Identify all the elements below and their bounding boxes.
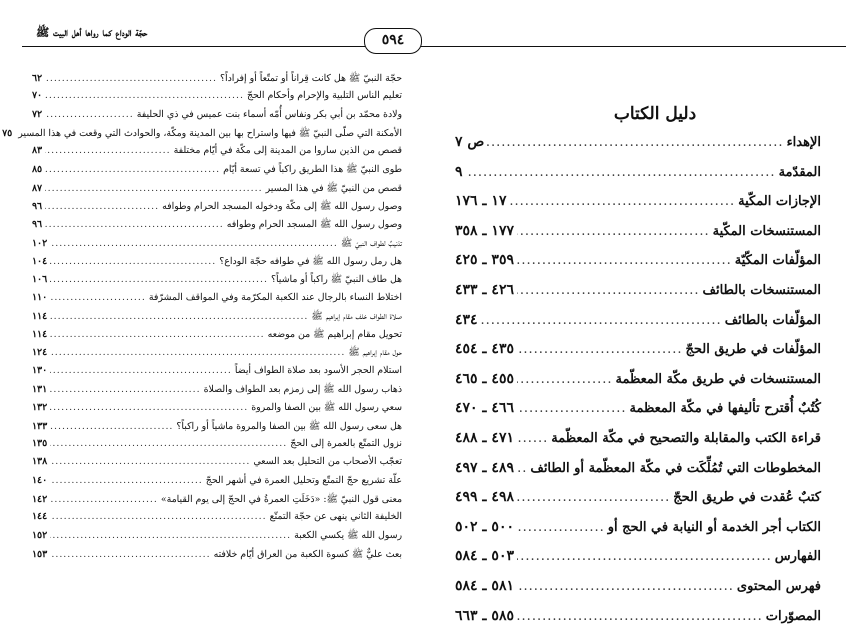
- dot-leader: [50, 402, 248, 413]
- entry-title: هل طاف النبيّ ﷺ راكباً أو ماشياً؟: [270, 274, 402, 286]
- guide-row: [455, 164, 821, 194]
- contents-row: [32, 310, 402, 328]
- entry-title: علّة تشريع حجّ التمتّع وتحليل العمرة في أشهر الحجّ: [205, 474, 402, 486]
- entry-title: وصول رسول الله ﷺ المسجد الحرام وطوافه: [226, 219, 402, 231]
- contents-row: [32, 511, 402, 529]
- contents-row: [32, 72, 402, 90]
- entry-page: ٦٢: [32, 73, 43, 84]
- entry-title: اختلاط النساء بالرجال عند الكعبة المكرّمة وفي المواقف المشرّفة: [148, 291, 402, 303]
- entry-page: ٤٧١ ـ ٤٨٨: [455, 429, 514, 446]
- dot-leader: [517, 431, 548, 446]
- contents-row: [32, 182, 402, 200]
- entry-title: قصص من الذين ساروا من المدينة إلى مكّة في أيّام مختلفة: [173, 145, 402, 157]
- dot-leader: [45, 183, 263, 194]
- entry-page: ٥٨١ ـ ٥٨٤: [455, 577, 514, 594]
- contents-row: [32, 383, 402, 401]
- entry-page: ٤٩٨ ـ ٤٩٩: [455, 489, 514, 506]
- entry-title: المستنسخات بالطائف: [702, 282, 821, 298]
- dot-leader: [45, 145, 170, 156]
- dot-leader: [50, 311, 308, 322]
- dot-leader: [45, 73, 217, 84]
- dot-leader: [50, 475, 203, 486]
- page-number: ٥٩٤: [364, 28, 422, 54]
- entry-title: طوى النبيّ ﷺ هذا الطريق راكباً في تسعة أيّام: [223, 164, 402, 176]
- contents-row: [2, 127, 402, 145]
- entry-title: المستنسخات المكّية: [712, 223, 821, 239]
- dot-leader: [50, 384, 201, 395]
- dot-leader: [481, 313, 722, 328]
- entry-title: المستنسخات في طريق مكّة المعظّمة: [615, 371, 821, 387]
- entry-title: كتبٌ عُقدت في طريق الحجّ: [673, 490, 821, 506]
- entry-title: الفهارس: [774, 549, 821, 565]
- guide-title: دليل الكتاب: [613, 104, 697, 124]
- dot-leader: [509, 194, 735, 209]
- guide-row: [455, 460, 821, 490]
- entry-page: ٩٦: [32, 219, 43, 231]
- guide-row: [455, 430, 821, 460]
- guide-row: [455, 252, 821, 282]
- contents-row: [32, 346, 402, 364]
- running-title: حجّة الوداع كما رواها أهل البيت ﷺ: [32, 26, 151, 42]
- guide-list: [455, 100, 821, 637]
- guide-row: [455, 608, 821, 638]
- guide-row: [455, 282, 821, 312]
- dot-leader: [45, 219, 224, 230]
- entry-title: تذنيبٌ لطواف النبيّ ﷺ: [340, 237, 402, 249]
- entry-page: ٤٨٩ ـ ٤٩٧: [455, 459, 514, 476]
- entry-page: ٤٣٥ ـ ٤٥٤: [455, 341, 514, 358]
- entry-page: ١٧٧ ـ ٣٥٨: [455, 222, 514, 239]
- guide-row: [455, 548, 821, 578]
- dot-leader: [466, 165, 776, 180]
- entry-page: ص ٧: [455, 134, 485, 150]
- entry-page: ١٤٢: [32, 493, 48, 505]
- entry-title: تعليم الناس التلبية والإحرام وأحكام الحجّ: [246, 90, 402, 102]
- dot-leader: [487, 135, 783, 150]
- dot-leader: [50, 329, 264, 340]
- entry-title: المخطوطات التي تُمُلِّكَت في مكّة المعظّمة أو الطائف: [530, 460, 821, 476]
- entry-page: ١٠٢: [32, 237, 48, 249]
- entry-page: ١٤٤: [32, 511, 48, 523]
- contents-list: [2, 72, 402, 566]
- entry-title: ذهاب رسول الله ﷺ إلى زمزم بعد الطواف والصلاة: [203, 384, 402, 396]
- entry-page: ٩: [455, 163, 463, 180]
- entry-page: ٣٥٩ ـ ٤٢٥: [455, 252, 514, 269]
- page-header: [22, 22, 846, 52]
- entry-title: قصص من النبيّ ﷺ في هذا المسير: [265, 182, 402, 194]
- entry-title: المقدّمة: [778, 164, 821, 180]
- guide-row: [455, 312, 821, 342]
- contents-row: [32, 109, 402, 127]
- entry-page: ٩٦: [32, 201, 43, 213]
- contents-row: [32, 401, 402, 419]
- entry-title: الخليفة الثاني ينهى عن حجّة التمتّع: [269, 511, 402, 523]
- entry-title: سعي رسول الله ﷺ بين الصفا والمروة: [251, 402, 402, 414]
- entry-page: ١٥٣: [32, 548, 48, 560]
- dot-leader: [517, 520, 605, 535]
- entry-page: ١٥٢: [32, 530, 48, 542]
- contents-row: [32, 200, 402, 218]
- entry-title: تعجّب الأصحاب من التحليل بعد السعي: [253, 456, 402, 468]
- dot-leader: [50, 421, 173, 432]
- entry-page: ٤٥٥ ـ ٤٦٥: [455, 370, 514, 387]
- entry-page: ١٣٣: [32, 420, 48, 432]
- dot-leader: [50, 549, 210, 560]
- entry-page: ٥٠٠ ـ ٥٠٢: [455, 518, 514, 535]
- guide-row: [455, 134, 821, 164]
- entry-title: نزول التمتّع بالعمرة إلى الحجّ: [290, 437, 402, 449]
- entry-title: المؤلّفات في طريق الحجّ: [685, 342, 821, 358]
- entry-title: استلام الحجر الأسود بعد صلاة الطواف أيضاً: [234, 364, 402, 376]
- contents-row: [32, 529, 402, 547]
- contents-row: [32, 163, 402, 181]
- dot-leader: [517, 461, 527, 476]
- dot-leader: [50, 511, 267, 522]
- entry-title: معنى قول النبيّ ﷺ: «دَخَلَتِ العمرةُ في الحجّ إلى يوم القيامة»: [160, 493, 402, 505]
- entry-page: ١٢٤: [32, 347, 48, 359]
- dot-leader: [517, 549, 772, 564]
- entry-page: ١٣٨: [32, 456, 48, 468]
- entry-title: الإهداء: [786, 135, 821, 150]
- entry-title: هل سعى رسول الله ﷺ بين الصفا والمروة ماشياً أو راكباً؟: [176, 420, 402, 432]
- entry-page: ٧٥: [2, 127, 13, 139]
- dot-leader: [517, 253, 732, 268]
- dot-leader: [50, 438, 287, 449]
- guide-row: [455, 578, 821, 608]
- entry-title: صلاة الطواف خلف مقام إبراهيم ﷺ: [311, 310, 402, 322]
- entry-title: الكتاب أجر الخدمة أو النيابة في الحج أو: [607, 519, 821, 535]
- dot-leader: [50, 256, 216, 267]
- guide-row: [455, 519, 821, 549]
- dot-leader: [45, 164, 220, 175]
- dot-leader: [517, 401, 627, 416]
- entry-title: المؤلّفات المكّيّة: [734, 253, 821, 269]
- contents-row: [32, 237, 402, 255]
- guide-row: [455, 489, 821, 519]
- dot-leader: [517, 490, 670, 505]
- guide-row: [455, 400, 821, 430]
- guide-row: [455, 223, 821, 253]
- contents-row: [32, 255, 402, 273]
- dot-leader: [50, 274, 268, 285]
- entry-page: ١٠٦: [32, 274, 48, 286]
- contents-row: [32, 420, 402, 438]
- contents-row: [32, 218, 402, 236]
- contents-row: [32, 548, 402, 566]
- dot-leader: [517, 579, 734, 594]
- dot-leader: [50, 456, 250, 467]
- guide-row: [455, 193, 821, 223]
- entry-title: المصوّرات: [765, 608, 821, 624]
- dot-leader: [45, 201, 159, 212]
- entry-page: ١١٤: [32, 329, 48, 341]
- entry-title: قراءة الكتب والمقابلة والتصحيح في مكّة المعظّمة: [551, 430, 821, 446]
- dot-leader: [50, 292, 146, 303]
- entry-page: ٨٥: [32, 164, 43, 176]
- entry-page: ٥٨٥ ـ ٦٦٣: [455, 607, 514, 624]
- dot-leader: [50, 530, 291, 541]
- entry-page: ٤٦٦ ـ ٤٧٠: [455, 400, 514, 417]
- contents-row: [32, 438, 402, 456]
- dot-leader: [45, 90, 244, 101]
- contents-row: [32, 292, 402, 310]
- entry-title: فهرس المحتوى: [736, 578, 821, 594]
- entry-title: ولادة محمّد بن أبي بكر ونفاس أُمّه أسماء بنت عميس في ذي الحليفة: [136, 108, 402, 120]
- entry-page: ٨٣: [32, 145, 43, 157]
- entry-page: ١٤٠: [32, 474, 48, 486]
- entry-page: ١٣٠: [32, 364, 48, 376]
- entry-page: ٧٢: [32, 108, 43, 120]
- entry-title: حجّة النبيّ ﷺ هل كانت قِراناً أو تمتّعاً أو إفراداً؟: [220, 73, 402, 84]
- contents-row: [32, 145, 402, 163]
- dot-leader: [517, 224, 710, 239]
- entry-page: ٤٣٤: [455, 311, 478, 328]
- entry-title: المؤلّفات بالطائف: [724, 312, 821, 328]
- entry-page: ١١٠: [32, 291, 48, 303]
- entry-page: ١١٤: [32, 310, 48, 322]
- dot-leader: [50, 238, 338, 249]
- contents-row: [32, 90, 402, 108]
- entry-page: ٧٠: [32, 90, 43, 102]
- dot-leader: [50, 347, 345, 358]
- entry-title: وصول رسول الله ﷺ إلى مكّة ودخوله المسجد الحرام وطوافه: [162, 201, 402, 213]
- header-rule: [22, 46, 846, 47]
- entry-page: ١٣١: [32, 384, 48, 396]
- dot-leader: [45, 109, 134, 120]
- entry-title: رسول الله ﷺ يكسي الكعبة: [294, 530, 402, 542]
- contents-row: [32, 475, 402, 493]
- entry-title: بعث عليٌّ ﷺ كسوة الكعبة من العراق أيّام خلافته: [213, 548, 402, 560]
- entry-page: ١٣٢: [32, 402, 48, 414]
- entry-title: كُتُبٌ أُقترح تأليفها في مكّة المعظمة: [629, 401, 821, 417]
- entry-title: الإجازات المكّية: [738, 194, 821, 210]
- entry-page: ١٠٤: [32, 255, 48, 267]
- contents-row: [32, 493, 402, 511]
- dot-leader: [517, 342, 683, 357]
- entry-title: هل رمل رسول الله ﷺ في طوافه حجّة الوداع؟: [219, 255, 402, 267]
- contents-row: [32, 365, 402, 383]
- guide-row: [455, 371, 821, 401]
- dot-leader: [517, 609, 763, 624]
- dot-leader: [50, 365, 232, 376]
- entry-page: ٥٠٣ ـ ٥٨٤: [455, 548, 514, 565]
- entry-title: الأمكنة التي صلّى النبيّ ﷺ فيها واستراح بها بين المدينة ومكّة، والحوادث التي وقعت في هذا المسير: [18, 127, 402, 139]
- entry-page: ١٣٥: [32, 437, 48, 449]
- contents-row: [32, 456, 402, 474]
- dot-leader: [517, 283, 700, 298]
- entry-title: تحويل مقام إبراهيم ﷺ من موضعه: [267, 329, 402, 341]
- guide-row: [455, 341, 821, 371]
- contents-row: [32, 328, 402, 346]
- entry-page: ٨٧: [32, 182, 43, 194]
- entry-page: ٤٢٦ ـ ٤٣٣: [455, 281, 514, 298]
- contents-row: [32, 273, 402, 291]
- dot-leader: [517, 372, 613, 387]
- entry-page: ١٧ ـ ١٧٦: [455, 193, 507, 210]
- dot-leader: [50, 494, 158, 505]
- entry-title: حول مقام إبراهيم ﷺ: [348, 347, 402, 359]
